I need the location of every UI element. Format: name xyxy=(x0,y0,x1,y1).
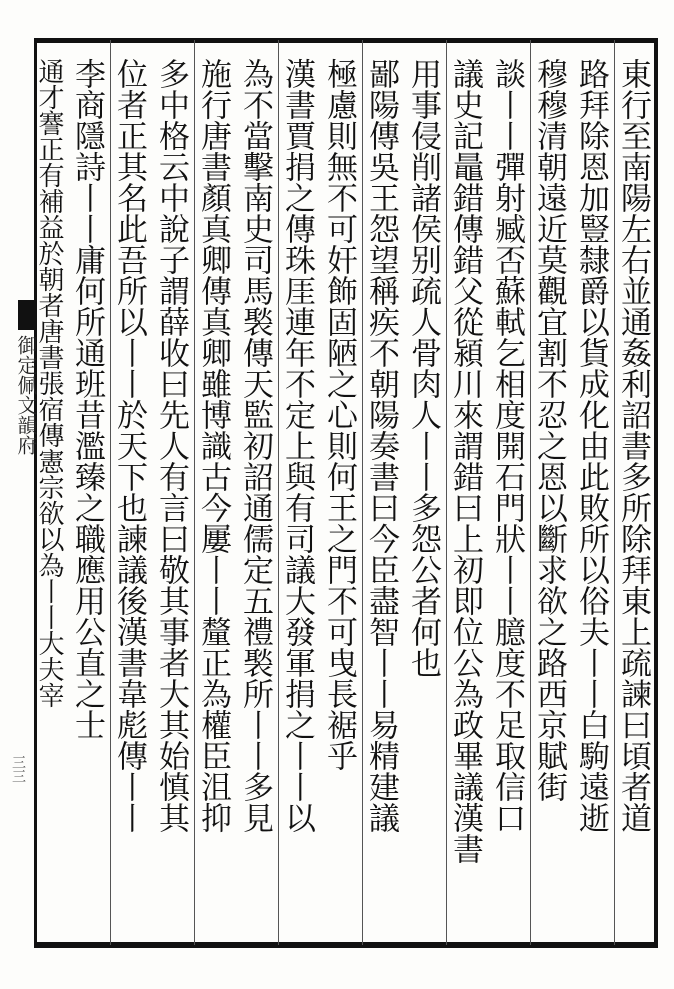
text-column-7: 鄙陽傳吳王怨望稱疾不朝陽奏書曰今臣盡智丨丨易精建議 xyxy=(363,58,399,833)
text-column-4: 談丨丨彈射臧否蘇軾乞相度開石門狀丨丨臆度不足取信口 xyxy=(489,58,525,833)
text-column-16 xyxy=(0,58,36,938)
text-column-2: 路拜除恩加豎隸爵以貨成化由此敗所以俗夫丨丨白駒遠逝 xyxy=(573,58,609,833)
text-column-9: 漢書賈捐之傳珠厓連年不定上與有司議大發軍捐之丨丨以 xyxy=(279,58,315,833)
text-column-1: 東行至南陽左右並通姦利詔書多所除拜東上疏諫曰頃者道 xyxy=(615,58,651,833)
page-number: 三三 xyxy=(10,755,26,783)
text-column-8: 極慮則無不可奸飾固陋之心則何王之門不可曳長裾乎 xyxy=(321,58,357,771)
bottom-border xyxy=(34,942,658,948)
text-column-6: 用事侵削諸侯别疏人骨肉人丨丨多怨公者何也 xyxy=(405,58,441,678)
text-column-15: 通才謇正有補益於朝者唐書張宿傳憲宗欲以為丨丨大夫宰 xyxy=(34,58,64,708)
side-title: 御定佩文韻府 xyxy=(14,335,38,455)
text-column-3: 穆穆清朝遠近莫觀宜割不忍之恩以斷求欲之路西京賦街 xyxy=(531,58,567,802)
top-border xyxy=(34,38,658,43)
text-column-11: 施行唐書顏真卿傳真卿雖博識古今屢丨丨釐正為權臣沮抑 xyxy=(195,58,231,833)
text-column-5: 議史記鼂錯傳錯父從潁川來謂錯曰上初即位公為政畢議漢書 xyxy=(447,58,483,864)
text-column-10: 為不當擊南史司馬褧傳天監初詔通儒定五禮褧所丨丨多見 xyxy=(237,58,273,833)
fold-tab-marker xyxy=(18,300,34,330)
text-column-13: 位者正其名此吾所以丨丨於天下也諫議後漢書韋彪傳丨丨 xyxy=(111,58,147,833)
text-column-12: 多中格云中說子謂薛收曰先人有言曰敬其事者大其始慎其 xyxy=(153,58,189,833)
text-column-14: 李商隱詩丨丨庸何所通班昔濫臻之職應用公直之士 xyxy=(69,58,105,740)
